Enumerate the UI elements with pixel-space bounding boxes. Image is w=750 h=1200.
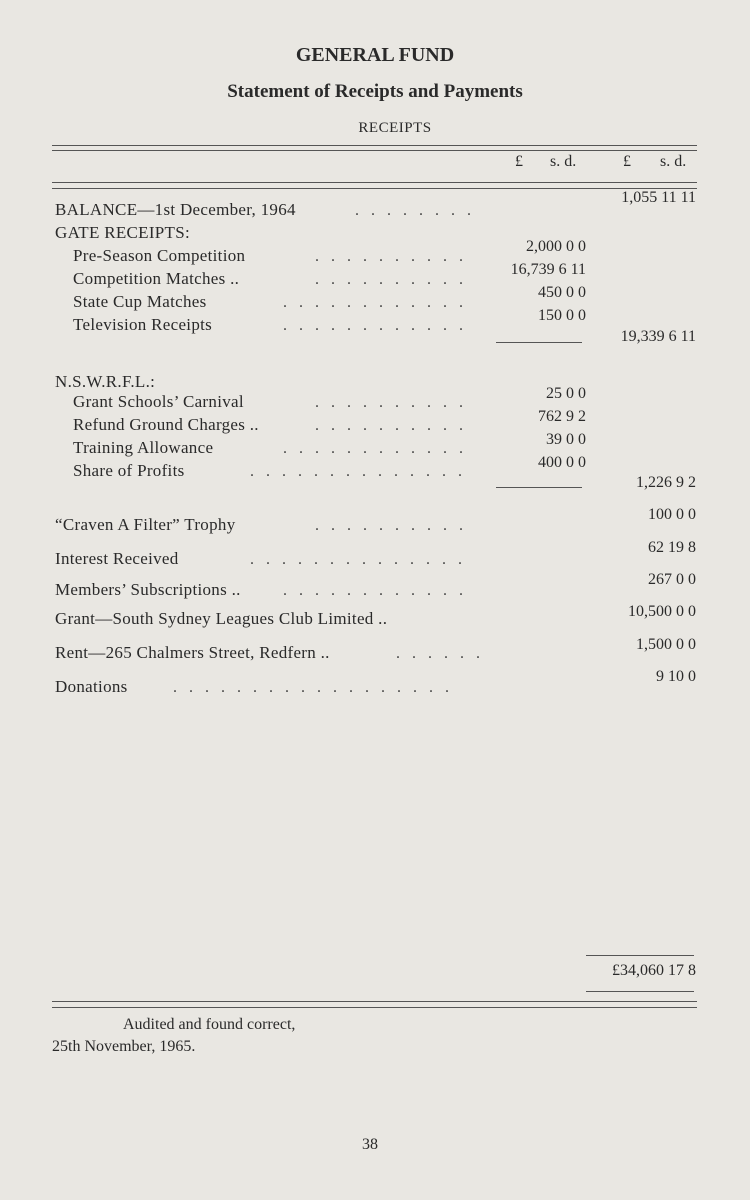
bottom-rule-upper [52, 1001, 697, 1002]
receipt-item-label: “Craven A Filter” Trophy [55, 515, 236, 534]
gate-item-leader-dots: . . . . . . . . . . [315, 248, 467, 265]
nswrfl-item-label: Refund Ground Charges .. [73, 415, 259, 434]
nswrfl-item-amount: 400 0 0 [538, 454, 586, 471]
audit-note: Audited and found correct, [123, 1016, 296, 1033]
gate-item-amount: 150 0 0 [538, 307, 586, 324]
page-subtitle: Statement of Receipts and Payments [227, 81, 523, 102]
gate-item-leader-dots: . . . . . . . . . . . . [283, 317, 467, 334]
receipt-item-label: Rent—265 Chalmers Street, Redfern .. [55, 643, 330, 662]
bottom-rule-lower [52, 1007, 697, 1008]
column-header-inner-sd: s. d. [550, 153, 577, 170]
receipt-item-amount: 9 10 0 [656, 668, 696, 685]
receipt-item-amount: 1,500 0 0 [636, 636, 696, 653]
nswrfl-item-leader-dots: . . . . . . . . . . [315, 394, 467, 411]
receipt-item-leader-dots: . . . . . . . . . . . . . . . . . . [173, 679, 453, 696]
nswrfl-item-label: Training Allowance [73, 438, 214, 457]
nswrfl-item-amount: 39 0 0 [546, 431, 586, 448]
receipt-item-leader-dots: . . . . . . [396, 645, 484, 662]
column-header-inner-pound: £ [515, 153, 523, 170]
receipt-item-amount: 10,500 0 0 [628, 603, 696, 620]
gate-item-label: Pre-Season Competition [73, 246, 246, 265]
gate-item-label: Television Receipts [73, 315, 213, 334]
nswrfl-total: 1,226 9 2 [636, 474, 696, 491]
receipt-item-label: Members’ Subscriptions .. [55, 580, 241, 599]
nswrfl-item-label: Share of Profits [73, 461, 185, 480]
page-title: GENERAL FUND [295, 44, 455, 66]
nswrfl-item-amount: 25 0 0 [546, 385, 586, 402]
grand-total-amount: £34,060 17 8 [612, 962, 696, 979]
balance-label: BALANCE—1st December, 1964 [55, 200, 296, 219]
grand-total-rule-bottom [586, 991, 694, 992]
grand-total-rule-top [586, 955, 694, 956]
nswrfl-item-leader-dots: . . . . . . . . . . . . [283, 440, 467, 457]
nswrfl-item-amount: 762 9 2 [538, 408, 586, 425]
balance-leader-dots: . . . . . . . . [355, 202, 475, 219]
top-rule-inner [52, 150, 697, 151]
receipt-item-leader-dots: . . . . . . . . . . [315, 517, 467, 534]
nswrfl-item-leader-dots: . . . . . . . . . . . . . . [250, 463, 466, 480]
column-header-outer-sd: s. d. [660, 153, 687, 170]
gate-item-amount: 450 0 0 [538, 284, 586, 301]
audit-date: 25th November, 1965. [52, 1038, 196, 1055]
receipt-item-amount: 62 19 8 [648, 539, 696, 556]
receipt-item-amount: 267 0 0 [648, 571, 696, 588]
receipt-item-label: Interest Received [55, 549, 179, 568]
top-rule [52, 145, 697, 146]
gate-item-leader-dots: . . . . . . . . . . . . [283, 294, 467, 311]
nswrfl-heading: N.S.W.R.F.L.: [55, 372, 156, 391]
page-number: 38 [362, 1136, 378, 1153]
receipt-item-leader-dots: . . . . . . . . . . . . [283, 582, 467, 599]
nswrfl-item-leader-dots: . . . . . . . . . . [315, 417, 467, 434]
nswrfl-item-label: Grant Schools’ Carnival [73, 392, 244, 411]
header-rule-upper [52, 182, 697, 183]
gate-item-leader-dots: . . . . . . . . . . [315, 271, 467, 288]
column-header-outer-pound: £ [623, 153, 631, 170]
receipt-item-label: Donations [55, 677, 128, 696]
gate-receipts-total: 19,339 6 11 [620, 328, 696, 345]
receipt-item-amount: 100 0 0 [648, 506, 696, 523]
gate-item-amount: 2,000 0 0 [526, 238, 586, 255]
gate-item-amount: 16,739 6 11 [510, 261, 586, 278]
gate-item-label: State Cup Matches [73, 292, 207, 311]
balance-amount: 1,055 11 11 [621, 189, 696, 206]
section-heading: RECEIPTS [358, 120, 432, 136]
receipt-item-leader-dots: . . . . . . . . . . . . . . [250, 551, 466, 568]
gate-receipts-heading: GATE RECEIPTS: [55, 223, 191, 242]
receipt-item-label: Grant—South Sydney Leagues Club Limited .. [55, 609, 388, 628]
gate-item-label: Competition Matches .. [73, 269, 240, 288]
